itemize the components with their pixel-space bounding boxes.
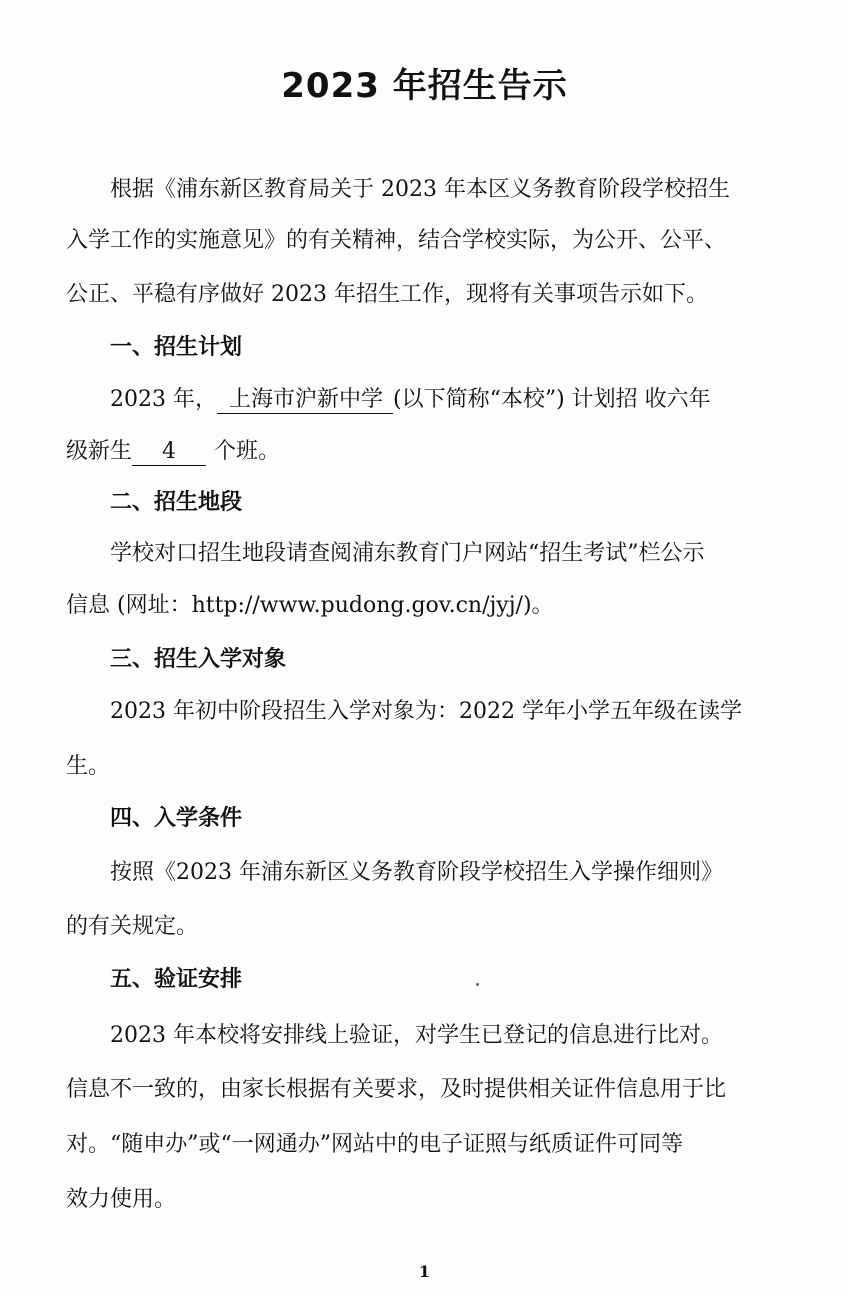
intro-line-3: 公正、平稳有序做好 2023 年招生工作，现将有关事项告示如下。	[66, 282, 708, 307]
section-heading-plan: 一、招生计划	[110, 335, 243, 360]
scan-speck	[476, 983, 479, 986]
section-heading-target: 三、招生入学对象	[110, 647, 287, 672]
verification-line-1: 2023 年本校将安排线上验证，对学生已登记的信息进行比对。	[110, 1023, 723, 1048]
class-count-field: 4	[132, 439, 206, 466]
target-line-2: 生。	[66, 754, 111, 779]
district-line-1: 学校对口招生地段请查阅浦东教育门户网站“招生考试”栏公示	[110, 541, 705, 566]
document-title: 2023 年招生告示	[281, 66, 568, 106]
section-heading-verification: 五、验证安排	[110, 967, 243, 992]
section-heading-conditions: 四、入学条件	[110, 806, 243, 831]
verification-line-2: 信息不一致的，由家长根据有关要求，及时提供相关证件信息用于比	[66, 1077, 727, 1102]
conditions-line-1: 按照《2023 年浦东新区义务教育阶段学校招生入学操作细则》	[110, 860, 723, 885]
plan-line-2	[66, 437, 280, 467]
plan-line-2-prefix: 级新生	[66, 439, 133, 464]
plan-line-1-suffix: (以下简称“本校”) 计划招 收六年	[393, 387, 711, 412]
verification-line-4: 效力使用。	[66, 1187, 177, 1212]
section-heading-district: 二、招生地段	[110, 490, 243, 515]
plan-line-1	[110, 385, 711, 415]
intro-line-2: 入学工作的实施意见》的有关精神，结合学校实际，为公开、公平、	[66, 228, 727, 253]
plan-line-1-prefix: 2023 年，	[110, 387, 217, 412]
district-line-2: 信息 (网址：http://www.pudong.gov.cn/jyj/)。	[66, 593, 554, 618]
plan-line-2-suffix: 个班。	[214, 439, 281, 464]
page-number: 1	[418, 1262, 431, 1281]
conditions-line-2: 的有关规定。	[66, 914, 199, 939]
intro-line-1: 根据《浦东新区教育局关于 2023 年本区义务教育阶段学校招生	[110, 177, 730, 202]
verification-line-3: 对。“随申办”或“一网通办”网站中的电子证照与纸质证件可同等	[66, 1132, 683, 1157]
school-name-field: 上海市沪新中学	[217, 387, 393, 414]
target-line-1: 2023 年初中阶段招生入学对象为：2022 学年小学五年级在读学	[110, 699, 742, 724]
